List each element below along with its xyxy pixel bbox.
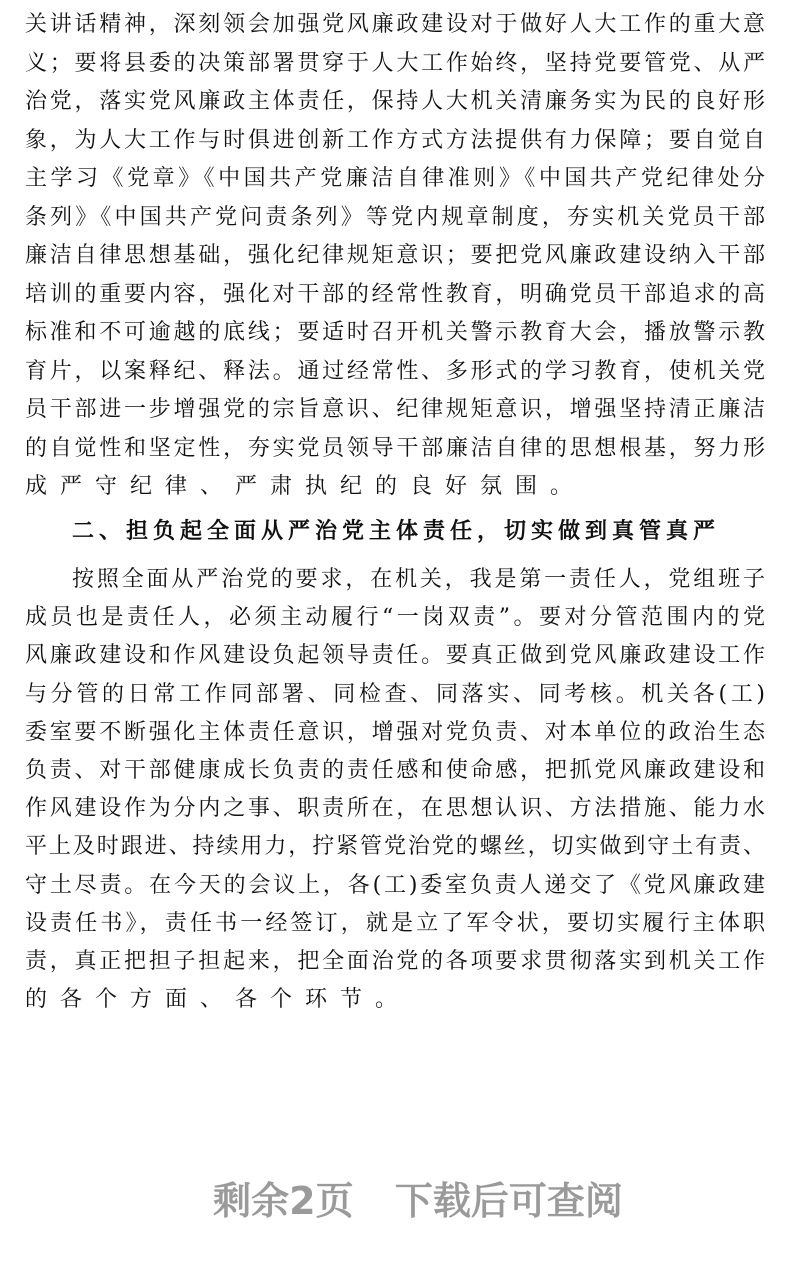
text-line: 条列》《中国共产党问责条列》等党内规章制度，夯实机关党员干部 — [25, 204, 765, 230]
text-line: 作风建设作为分内之事、职责所在，在思想认识、方法措施、能力水 — [25, 796, 765, 822]
text-line: 的各个方面、各个环节。 — [25, 987, 411, 1013]
text-line: 育片，以案释纪、释法。通过经常性、多形式的学习教育，使机关党 — [25, 358, 765, 384]
text-line: 培训的重要内容，强化对干部的经常性教育，明确党员干部追求的高 — [25, 281, 765, 307]
text-line: 员干部进一步增强党的宗旨意识、纪律规矩意识，增强坚持清正廉洁 — [25, 397, 765, 422]
remaining-pages-text: 剩余2页 — [213, 1179, 354, 1223]
text-line: 成员也是责任人，必须主动履行“一岗双责”。要对分管范围内的党 — [25, 605, 765, 631]
text-line: 责，真正把担子担起来，把全面治党的各项要求贯彻落实到机关工作 — [25, 949, 765, 974]
text-line: 关讲话精神，深刻领会加强党风廉政建设对于做好人大工作的重大意 — [25, 12, 765, 37]
download-prompt[interactable] — [0, 1170, 800, 1225]
text-line: 成严守纪律、严肃执纪的良好氛围。 — [25, 474, 586, 499]
text-line: 风廉政建设和作风建设负起领导责任。要真正做到党风廉政建设工作 — [25, 643, 765, 669]
text-line: 设责任书》，责任书一经签订，就是立了军令状，要切实履行主体职 — [25, 910, 765, 936]
text-line: 标准和不可逾越的底线；要适时召开机关警示教育大会，播放警示教 — [25, 320, 765, 345]
section-heading: 二、担负起全面从严治党主体责任，切实做到真管真严 — [72, 518, 721, 544]
download-to-view-text[interactable]: 下载后可查阅 — [394, 1179, 623, 1223]
text-line: 治党，落实党风廉政主体责任，保持人大机关清廉务实为民的良好形 — [25, 89, 765, 114]
text-line: 平上及时跟进、持续用力，拧紧管党治党的螺丝，切实做到守土有责、 — [25, 834, 765, 860]
text-line: 委室要不断强化主体责任意识，增强对党负责、对本单位的政治生态 — [25, 719, 765, 745]
text-line: 象，为人大工作与时俱进创新工作方式方法提供有力保障；要自觉自 — [25, 127, 765, 153]
text-line: 守土尽责。在今天的会议上，各(工)委室负责人递交了《党风廉政建 — [25, 872, 765, 898]
text-line: 义；要将县委的决策部署贯穿于人大工作始终，坚持党要管党、从严 — [25, 50, 765, 76]
text-line: 按照全面从严治党的要求，在机关，我是第一责任人，党组班子 — [72, 567, 765, 592]
text-line: 负责、对干部健康成长负责的责任感和使命感，把抓党风廉政建设和 — [25, 758, 765, 783]
text-line: 与分管的日常工作同部署、同检查、同落实、同考核。机关各(工) — [25, 681, 765, 707]
text-line: 廉洁自律思想基础，强化纪律规矩意识；要把党风廉政建设纳入干部 — [25, 243, 765, 268]
text-line: 主学习《党章》《中国共产党廉洁自律准则》《中国共产党纪律处分 — [25, 166, 765, 191]
text-line: 的自觉性和坚定性，夯实党员领导干部廉洁自律的思想根基，努力形 — [25, 435, 765, 461]
